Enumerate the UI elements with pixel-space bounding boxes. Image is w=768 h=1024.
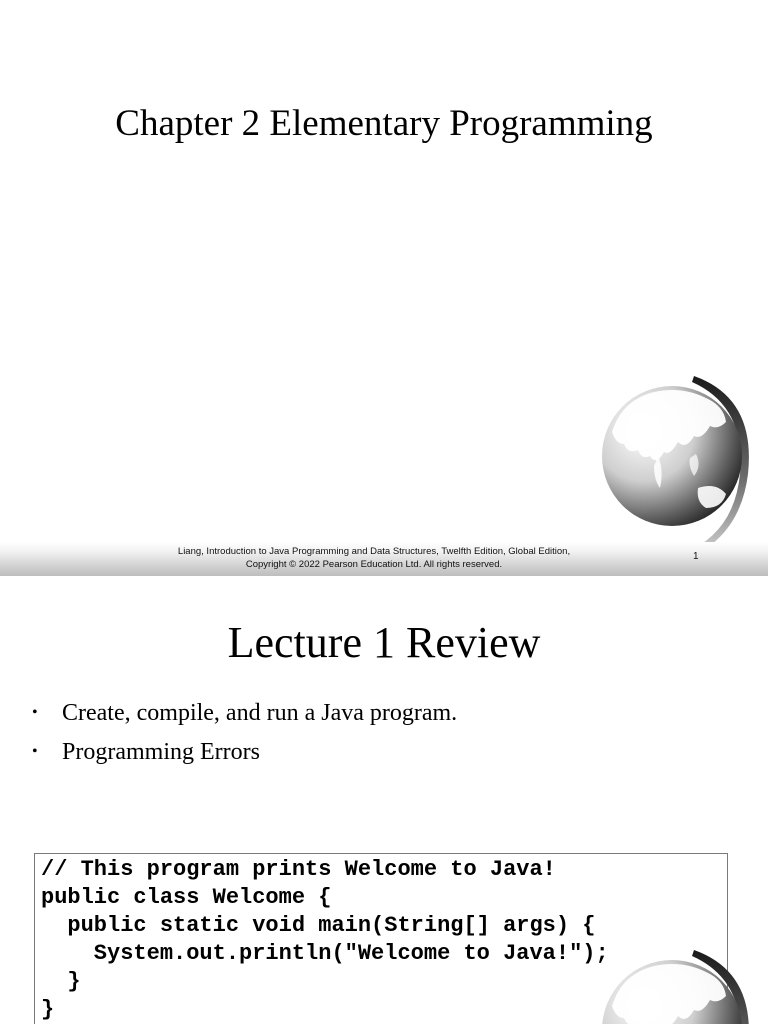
code-line: public class Welcome {	[41, 885, 332, 910]
bullet-text: Programming Errors	[62, 739, 260, 765]
code-line: }	[41, 997, 55, 1022]
bullet-list	[30, 698, 457, 776]
code-line: public static void main(String[] args) {	[41, 913, 596, 938]
bullet-item	[30, 698, 457, 737]
bullet-text: Create, compile, and run a Java program.	[62, 700, 458, 726]
slide-title: Lecture 1 Review	[227, 618, 541, 667]
slide-title: Chapter 2 Elementary Programming	[115, 103, 653, 144]
code-listing	[41, 856, 609, 1024]
globe-logo-icon	[598, 944, 758, 1024]
code-line: }	[41, 969, 81, 994]
footer-copyright	[100, 545, 648, 571]
slide-2	[0, 576, 768, 1024]
page-number: 1	[693, 551, 699, 562]
code-line: System.out.println("Welcome to Java!");	[41, 941, 609, 966]
globe-logo-icon	[598, 370, 758, 570]
footer-line-2: Copyright © 2022 Pearson Education Ltd. All rights reserved.	[245, 559, 503, 570]
bullet-symbol: •	[32, 743, 38, 760]
bullet-symbol: •	[32, 704, 38, 721]
footer-line-1: Liang, Introduction to Java Programming and Data Structures, Twelfth Edition, Global Edition,	[177, 546, 571, 557]
code-line: // This program prints Welcome to Java!	[41, 857, 556, 882]
bullet-item	[30, 737, 457, 776]
